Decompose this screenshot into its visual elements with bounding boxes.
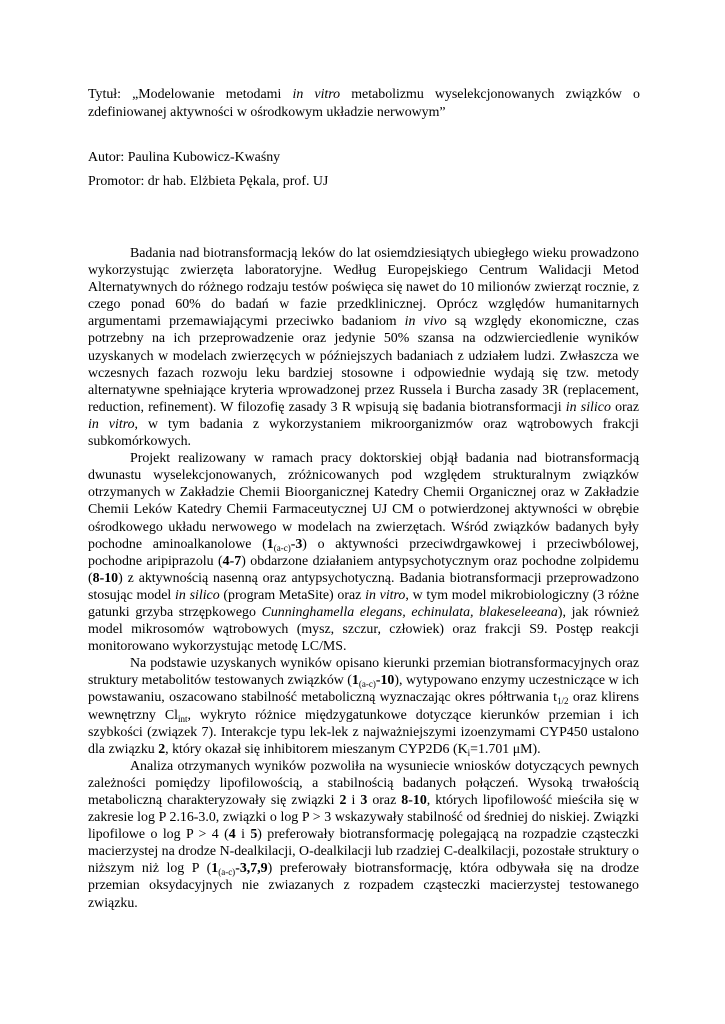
paragraph-1: Badania nad biotransformacją leków do lat osiemdziesiątych ubiegłego wieku prowadzono wykorzystując zwierzęta laboratoryjne. Według Europejskiego Centrum Walidacji Metod Alternatywnych do różnego rodzaju testów poświęca się nawet do 10 milionów zwierząt rocznie, z czego ponad 60% do badań w fazie przedklinicznej. Oprócz względów humanitarnych argumentami przemawiającymi przeciwko badaniom in vivo są względy ekonomiczne, czas potrzebny na ich przeprowadzenie oraz jedynie 50% szansa na odzwierciedlenie wyników uzyskanych w modelach zwierzęcych w późniejszych badaniach z udziałem ludzi. Zwłaszcza we wczesnych fazach rozwoju leku bardziej stosowne i odpowiednie wydają się tzw. metody alternatywne spełniające kryteria wprowadzonej przez Russela i Burcha zasady 3R (replacement, reduction, refinement). W filozofię zasady 3 R wpisują się badania biotransformacji in silico oraz in vitro, w tym badania z wykorzystaniem mikroorganizmów oraz wątrobowych frakcji subkomórkowych.	[88, 246, 640, 450]
title-italic: in vitro	[292, 87, 341, 102]
title-text-end: metabolizmu wyselekcjonowanych związków o zdefiniowanej aktywności w ośrodkowym układzie nerwowym”	[88, 87, 640, 120]
paragraph-4: Analiza otrzymanych wyników pozwoliła na wysuniecie wniosków dotyczących pewnych zależności pomiędzy lipofilowością, a stabilnością badanych połączeń. Wysoką trwałością metaboliczną charakteryzowały się związki 2 i 3 oraz 8-10, których lipofilowość mieściła się w zakresie log P 2.16-3.0, związki o log P > 3 wskazywały stabilność od średniej do niskiej. Związki lipofilowe o log P > 4 (4 i 5) preferowały biotransformację polegającą na rozpadzie cząsteczki macierzystej na drodze N-dealkilacji, O-dealkilacji lub rzadziej C-dealkilacji, pozostałe struktury o niższym niż log P $(1_{(a-c)}-3,7,9)$ preferowały biotransformację, która odbywała się na drodze przemian oksydacyjnych nie zwiazanych z rozpadem cząsteczki macierzystej testowanego związku.	[88, 758, 639, 911]
author-line: Autor: Paulina Kubowicz-Kwaśny	[88, 150, 281, 165]
paragraph-2: Projekt realizowany w ramach pracy doktorskiej objął badania nad biotransformacją dwunastu wyselekcjonowanych, zróżnicowanych pod względem strukturalnym związków otrzymanych w Zakładzie Chemii Bioorganicznej Katedry Chemii Organicznej oraz w Zakładzie Chemii Leków Katedry Chemii Farmaceutycznej UJ CM o potwierdzonej aktywności w obrębie ośrodkowego układu nerwowego w modelach na zwierzętach. Wśród związków badanych były pochodne aminoalkanolowe $(1_{(a-c)}-3)$ o aktywności przeciwdrgawkowej i przeciwbólowej, pochodne aripiprazolu (4-7) obdarzone działaniem antypsychotycznym oraz pochodne zolpidemu (8-10) z aktywnością nasenną oraz antypsychotyczną. Badania biotransformacji przeprowadzono stosując model in silico (program MetaSite) oraz in vitro, w tym model mikrobiologiczny (3 różne gatunki grzyba strzępkowego Cunninghamella elegans, echinulata, blakeseleeana), jak również model mikrosomów wątrobowych (mysz, szczur, człowiek) oraz frakcji S9. Postęp reakcji monitorowano wykorzystując metodę LC/MS.	[88, 451, 639, 655]
paragraph-3: Na podstawie uzyskanych wyników opisano kierunki przemian biotransformacyjnych oraz struktury metabolitów testowanych związków $(1_{(a-c)}-10)$, wytypowano enzymy uczestniczące w ich powstawaniu, oszacowano stabilność metaboliczną wyznaczając okres półtrwania $t_{1/2}$ oraz klirens wewnętrzny $Cl_{int}$, wykryto różnice międzygatunkowe dotyczące kierunków przemian i ich szybkości (związek 7). Interakcje typu lek-lek z najważniejszymi izoenzymami CYP450 ustalono dla związku 2, który okazał się inhibitorem mieszanym CYP2D6 ($K_i=1.701$ μM).	[88, 656, 639, 758]
promotor-line: Promotor: dr hab. Elżbieta Pękala, prof. UJ	[88, 174, 329, 189]
document-title	[88, 86, 640, 122]
abstract-body	[88, 245, 639, 912]
title-text: Tytuł: „Modelowanie metodami	[88, 87, 293, 102]
